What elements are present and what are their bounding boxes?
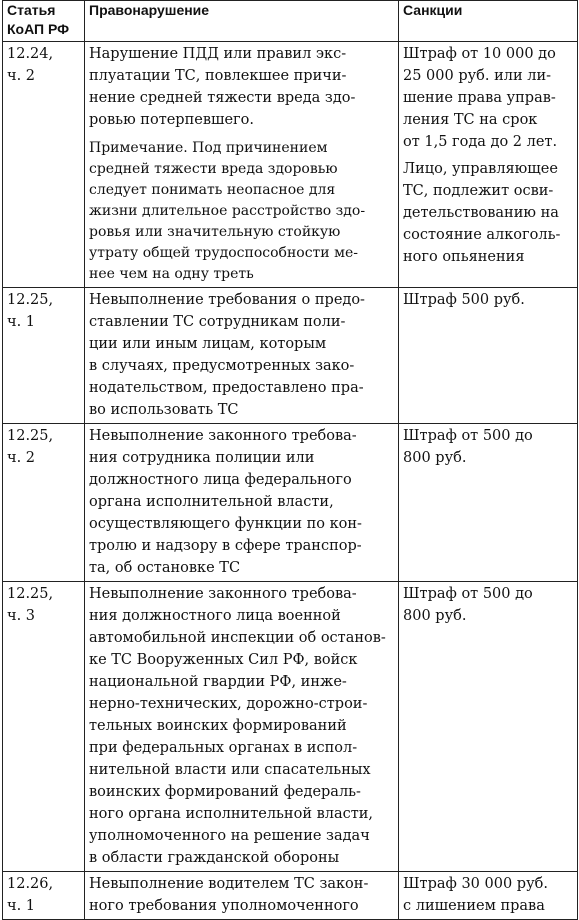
sanction-cell: [399, 424, 578, 582]
sanction-line: Штраф от 500 до: [403, 428, 533, 444]
article-cell: [3, 288, 85, 424]
offense-text: [89, 43, 394, 131]
offense-note-line: жизни длительное расстройство здо-: [89, 203, 366, 219]
offense-line: национальной гвардии РФ, инже-: [89, 674, 347, 690]
offense-line: Нарушение ПДД или правил экс-: [89, 46, 347, 62]
sanction-note-line: ного опьянения: [403, 249, 525, 265]
sanction-line: ления ТС на срок: [403, 112, 538, 128]
table-row: [3, 288, 578, 424]
offense-line: при федеральных органах в испол-: [89, 740, 358, 756]
article-line: ч. 2: [7, 68, 36, 84]
article-line: 12.25,: [7, 586, 54, 602]
table-row: [3, 42, 578, 288]
offense-note-line: следует понимать неопасное для: [89, 182, 336, 198]
offense-line: органа исполнительной власти,: [89, 494, 334, 510]
offense-note: [89, 138, 394, 285]
sanction-text: [403, 289, 573, 311]
offense-line: осуществляющего функции по кон-: [89, 516, 362, 532]
header-sanction: Санкции: [399, 1, 578, 42]
sanction-cell: [399, 872, 578, 920]
offense-cell: [85, 42, 399, 288]
offense-line: ния должностного лица военной: [89, 608, 341, 624]
header-article: [3, 1, 85, 42]
offense-line: тролю и надзору в сфере транспор-: [89, 538, 362, 554]
offense-text: [89, 289, 394, 421]
offense-line: та, об остановке ТС: [89, 560, 241, 576]
article-line: ч. 2: [7, 450, 36, 466]
sanction-line: 800 руб.: [403, 450, 467, 466]
offense-line: во использовать ТС: [89, 402, 239, 418]
offense-line: ставлении ТС сотрудникам поли-: [89, 314, 346, 330]
sanction-line: Штраф 30 000 руб.: [403, 876, 548, 892]
offense-cell: [85, 288, 399, 424]
offense-note-line: ровья или значительную стойкую: [89, 224, 341, 240]
offense-cell: [85, 582, 399, 872]
sanction-note-line: детельствованию на: [403, 205, 559, 221]
sanction-line: 25 000 руб. или ли-: [403, 68, 552, 84]
offense-line: ного органа исполнительной власти,: [89, 806, 374, 822]
offense-note-line: средней тяжести вреда здоровью: [89, 161, 338, 177]
table-header-row: [3, 1, 578, 42]
sanction-line: Штраф от 10 000 до: [403, 46, 556, 62]
header-offense: Правонарушение: [85, 1, 399, 42]
article-line: ч. 1: [7, 314, 36, 330]
sanction-text: [403, 873, 573, 917]
offense-note-line: утрату общей трудоспособности ме-: [89, 245, 358, 261]
offense-line: ции или иным лицам, которым: [89, 336, 327, 352]
article-line: ч. 3: [7, 608, 36, 624]
article-cell: [3, 582, 85, 872]
sanction-cell: [399, 288, 578, 424]
table-row: [3, 424, 578, 582]
offense-line: должностного лица федерального: [89, 472, 352, 488]
offense-line: нодательством, предоставлено пра-: [89, 380, 364, 396]
sanction-line: шение права управ-: [403, 90, 556, 106]
article-line: 12.25,: [7, 292, 54, 308]
sanction-note-line: состояние алкоголь-: [403, 227, 561, 243]
offense-line: нительной власти или спасательных: [89, 762, 371, 778]
offense-line: Невыполнение требования о предо-: [89, 292, 365, 308]
offense-text: [89, 583, 394, 869]
offense-line: воинских формирований федераль-: [89, 784, 361, 800]
article-line: 12.26,: [7, 876, 54, 892]
article-line: ч. 1: [7, 898, 36, 914]
offense-line: тельных воинских формирований: [89, 718, 347, 734]
sanction-line: с лишением права: [403, 898, 545, 914]
offense-cell: [85, 424, 399, 582]
sanction-line: Штраф от 500 до: [403, 586, 533, 602]
offense-line: ровью потерпевшего.: [89, 112, 254, 128]
sanction-text: [403, 425, 573, 469]
offense-line: уполномоченного на решение задач: [89, 828, 370, 844]
article-cell: [3, 42, 85, 288]
sanction-cell: [399, 42, 578, 288]
sanction-text: [403, 43, 573, 153]
sanction-text: [403, 583, 573, 627]
sanction-note-line: Лицо, управляющее: [403, 161, 558, 177]
header-article-line: Статья: [7, 2, 56, 18]
offense-line: в случаях, предусмотренных зако-: [89, 358, 355, 374]
header-article-line: КоАП РФ: [7, 21, 70, 37]
offense-text: [89, 873, 394, 917]
offense-line: Невыполнение водителем ТС закон-: [89, 876, 369, 892]
offense-line: нерно-технических, дорожно-строи-: [89, 696, 368, 712]
sanction-line: Штраф 500 руб.: [403, 292, 525, 308]
offense-line: ке ТС Вооруженных Сил РФ, войск: [89, 652, 358, 668]
offense-line: ного требования уполномоченного: [89, 898, 359, 914]
article-cell: [3, 872, 85, 920]
table-row: [3, 872, 578, 920]
article-line: 12.25,: [7, 428, 54, 444]
offense-note-line: нее чем на одну треть: [89, 266, 254, 282]
offense-line: автомобильной инспекции об останов-: [89, 630, 386, 646]
offense-line: плуатации ТС, повлекшее причи-: [89, 68, 347, 84]
sanction-cell: [399, 582, 578, 872]
article-cell: [3, 424, 85, 582]
article-line: 12.24,: [7, 46, 54, 62]
offense-note-line: Примечание. Под причинением: [89, 140, 328, 156]
sanction-note: [403, 158, 573, 268]
sanction-line: 800 руб.: [403, 608, 467, 624]
sanction-note-line: ТС, подлежит осви-: [403, 183, 554, 199]
offense-line: Невыполнение законного требова-: [89, 586, 357, 602]
sanction-line: от 1,5 года до 2 лет.: [403, 134, 558, 150]
offense-line: ния сотрудника полиции или: [89, 450, 315, 466]
offense-text: [89, 425, 394, 579]
offense-line: Невыполнение законного требова-: [89, 428, 357, 444]
violations-table: [2, 0, 578, 920]
offense-line: в области гражданской обороны: [89, 850, 340, 866]
offense-line: нение средней тяжести вреда здо-: [89, 90, 356, 106]
offense-cell: [85, 872, 399, 920]
table-row: [3, 582, 578, 872]
